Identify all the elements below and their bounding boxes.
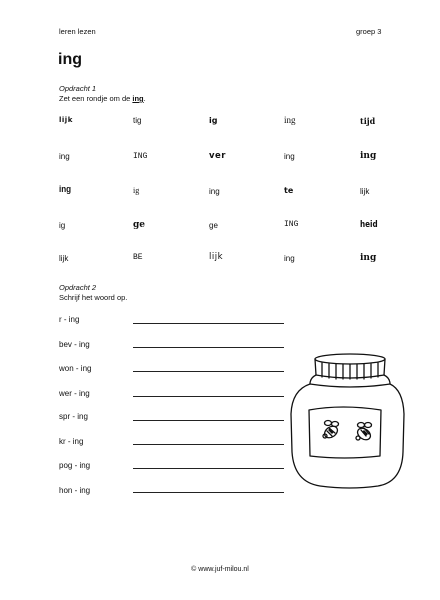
writing-line[interactable]: [133, 492, 284, 493]
header-grade: groep 3: [356, 27, 382, 36]
word-prompt: wer - ing: [59, 389, 90, 398]
grid-word[interactable]: ing: [284, 254, 295, 263]
writing-line[interactable]: [133, 347, 284, 348]
grid-word[interactable]: ing: [284, 152, 295, 161]
grid-word[interactable]: lijk: [59, 116, 73, 124]
word-prompt: won - ing: [59, 364, 92, 373]
word-prompt: r - ing: [59, 315, 80, 324]
grid-word[interactable]: ig: [59, 221, 66, 230]
writing-line[interactable]: [133, 396, 284, 397]
grid-word[interactable]: ing: [284, 115, 296, 125]
grid-word[interactable]: lijk: [59, 254, 69, 263]
grid-word[interactable]: ig: [133, 186, 140, 195]
opdracht1-instruction: [59, 94, 146, 103]
grid-word[interactable]: ING: [284, 220, 299, 229]
opdracht2-instruction: Schrijf het woord op.: [59, 293, 128, 302]
grid-word[interactable]: ing: [209, 187, 220, 196]
grid-word[interactable]: tig: [133, 116, 142, 125]
grid-word[interactable]: ing: [59, 152, 70, 161]
grid-word[interactable]: BE: [133, 253, 143, 262]
instruction-target-word: ing: [132, 94, 144, 103]
word-prompt: pog - ing: [59, 461, 91, 470]
grid-word[interactable]: ver: [209, 151, 226, 161]
grid-word[interactable]: ge: [133, 220, 146, 230]
word-prompt: hon - ing: [59, 486, 91, 495]
grid-word[interactable]: heid: [360, 220, 378, 230]
grid-word[interactable]: ing: [360, 253, 377, 263]
instruction-text: Zet een rondje om de: [59, 94, 133, 103]
opdracht2-label: Opdracht 2: [59, 283, 97, 292]
writing-line[interactable]: [133, 468, 284, 469]
grid-word[interactable]: lijk: [209, 252, 224, 262]
word-prompt: bev - ing: [59, 340, 90, 349]
grid-word[interactable]: ing: [59, 184, 72, 195]
writing-line[interactable]: [133, 323, 284, 324]
word-prompt: kr - ing: [59, 437, 84, 446]
grid-word[interactable]: ge: [209, 221, 218, 230]
honey-jar-illustration: [286, 348, 408, 498]
word-prompt: spr - ing: [59, 412, 88, 421]
grid-word[interactable]: ING: [133, 152, 148, 161]
writing-line[interactable]: [133, 444, 284, 445]
worksheet-title: ing: [58, 51, 82, 68]
header-subject: leren lezen: [59, 27, 96, 36]
instruction-end: .: [143, 94, 146, 103]
writing-line[interactable]: [133, 371, 284, 372]
grid-word[interactable]: tijd: [360, 116, 376, 126]
writing-line[interactable]: [133, 420, 284, 421]
footer-copyright: © www.juf-milou.nl: [191, 566, 249, 573]
grid-word[interactable]: ing: [360, 151, 377, 161]
grid-word[interactable]: lijk: [360, 187, 370, 196]
grid-word[interactable]: te: [284, 186, 294, 195]
grid-word[interactable]: ig: [209, 116, 218, 125]
opdracht1-label: Opdracht 1: [59, 84, 97, 93]
